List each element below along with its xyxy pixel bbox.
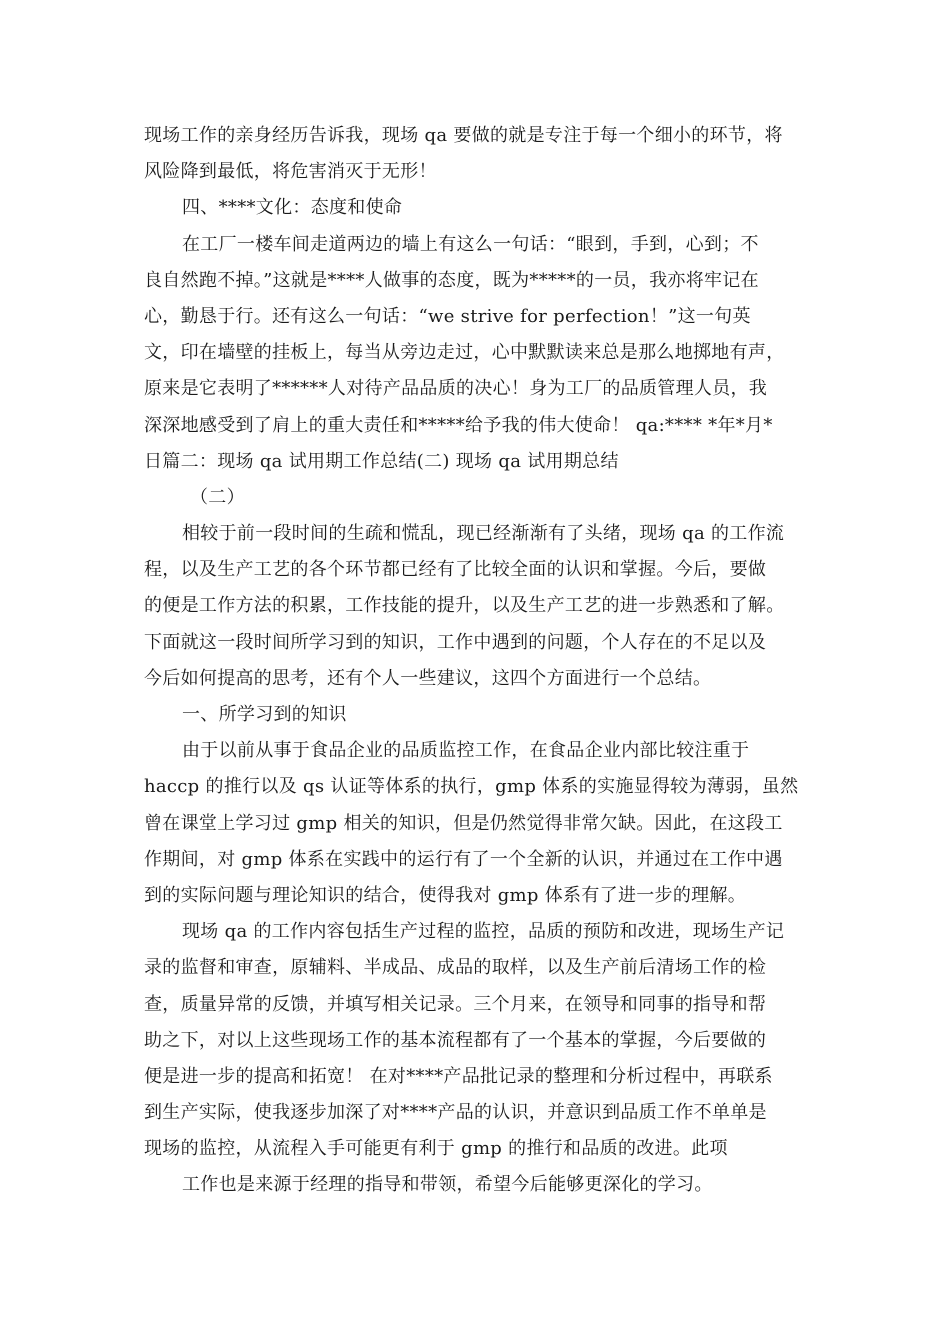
text-line: 原来是它表明了******人对待产品品质的决心！身为工厂的品质管理人员，我 (144, 378, 768, 400)
text-line: 现场工作的亲身经历告诉我，现场 qa 要做的就是专注于每一个细小的环节，将 (144, 125, 783, 146)
text-line: 程，以及生产工艺的各个环节都已经有了比较全面的认识和掌握。今后，要做 (144, 559, 767, 581)
text-line: 到的实际问题与理论知识的结合，使得我对 gmp 体系有了进一步的理解。 (144, 884, 747, 906)
text-line: 工作也是来源于经理的指导和带领，希望今后能够更深化的学习。 (182, 1174, 713, 1196)
text-line: 的便是工作方法的积累，工作技能的提升，以及生产工艺的进一步熟悉和了解。 (144, 595, 785, 617)
section-subheading: （二） (190, 486, 245, 508)
text-line: 风险降到最低，将危害消灭于无形！ (144, 161, 437, 183)
text-line: 查，质量异常的反馈，并填写相关记录。三个月来，在领导和同事的指导和帮 (144, 993, 767, 1015)
text-line: 由于以前从事于食品企业的品质监控工作，在食品企业内部比较注重于 (182, 740, 750, 762)
text-line: 文，印在墙壁的挂板上，每当从旁边走过，心中默默读来总是那么地掷地有声， (144, 342, 785, 364)
text-line: 下面就这一段时间所学习到的知识，工作中遇到的问题，个人存在的不足以及 (144, 631, 767, 653)
text-line: 到生产实际，使我逐步加深了对****产品的认识，并意识到品质工作不单单是 (144, 1102, 767, 1124)
text-line: 今后如何提高的思考，还有个人一些建议，这四个方面进行一个总结。 (144, 667, 712, 689)
text-line: 便是进一步的提高和拓宽！ 在对****产品批记录的整理和分析过程中，再联系 (144, 1065, 773, 1087)
text-line: 深深地感受到了肩上的重大责任和*****给予我的伟大使命！ qa:**** *年*月* (144, 414, 773, 436)
text-line: 作期间，对 gmp 体系在实践中的运行有了一个全新的认识，并通过在工作中遇 (144, 848, 783, 870)
section-heading: 四、****文化：态度和使命 (182, 197, 403, 219)
text-line: 现场的监控，从流程入手可能更有利于 gmp 的推行和品质的改进。此项 (144, 1138, 728, 1160)
text-line: haccp 的推行以及 qs 认证等体系的执行，gmp 体系的实施显得较为薄弱，虽然 (144, 776, 799, 798)
text-line: 相较于前一段时间的生疏和慌乱，现已经渐渐有了头绪，现场 qa 的工作流 (182, 523, 785, 545)
text-line: 现场 qa 的工作内容包括生产过程的监控，品质的预防和改进，现场生产记 (182, 921, 785, 943)
text-line: 录的监督和审查，原辅料、半成品、成品的取样，以及生产前后清场工作的检 (144, 957, 767, 979)
section-heading: 一、所学习到的知识 (182, 704, 347, 725)
text-line: 良自然跑不掉。”这就是****人做事的态度，既为*****的一员，我亦将牢记在 (144, 269, 759, 291)
document-page (144, 118, 806, 1204)
text-line: 日篇二：现场 qa 试用期工作总结(二) 现场 qa 试用期总结 (144, 450, 619, 472)
text-line: 在工厂一楼车间走道两边的墙上有这么一句话：“眼到，手到，心到；不 (182, 233, 759, 255)
text-line: 曾在课堂上学习过 gmp 相关的知识，但是仍然觉得非常欠缺。因此，在这段工 (144, 812, 783, 834)
text-line: 助之下，对以上这些现场工作的基本流程都有了一个基本的掌握，今后要做的 (144, 1029, 767, 1051)
text-line: 心，勤恳于行。还有这么一句话：“we strive for perfection！”这一句英 (144, 305, 751, 327)
